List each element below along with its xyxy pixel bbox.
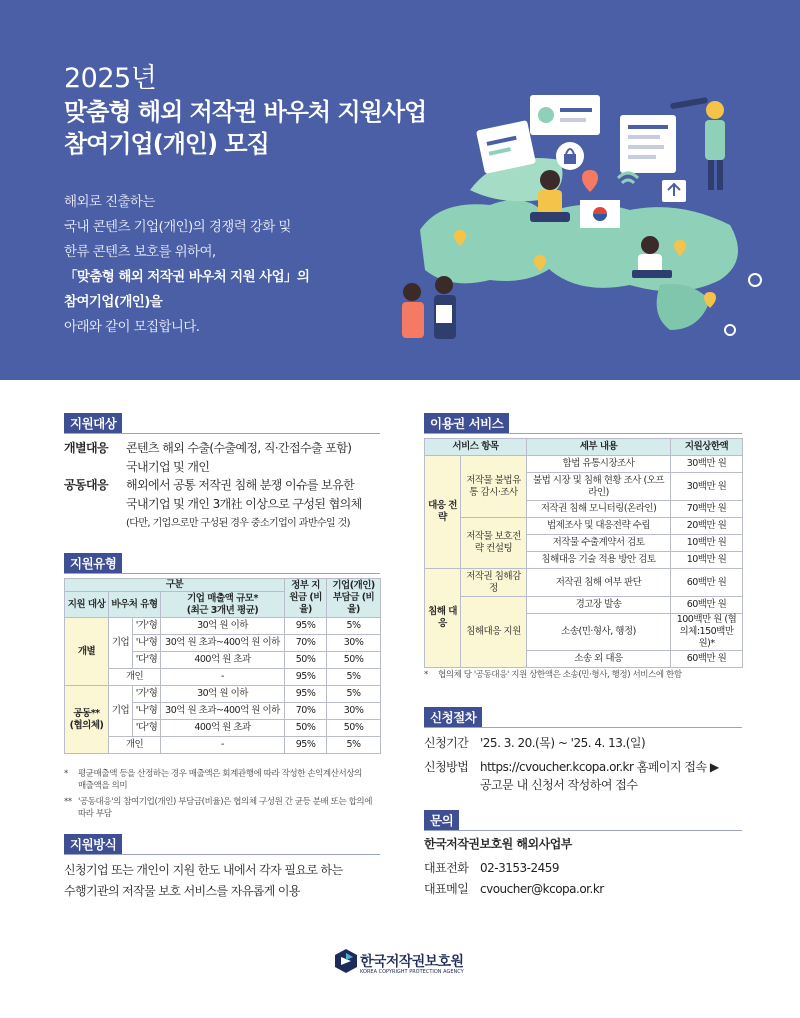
table-cell: 소송(민·형사, 행정) — [527, 614, 671, 651]
table-cell-text: (협의체) — [69, 719, 104, 731]
hero-intro-line: 참여기업(개인)을 — [64, 294, 163, 310]
hero-intro-line: 「맞춤형 해외 저작권 바우처 지원 사업」의 — [64, 269, 310, 285]
section-label-support-target: 지원대상 — [64, 413, 122, 434]
table-cell: 30억 원 초과~400억 원 이하 — [161, 703, 285, 720]
hero-banner — [0, 0, 800, 380]
hero-intro-line: 해외로 진출하는 — [64, 194, 155, 210]
table-cell: 30억 원 이하 — [161, 618, 285, 635]
table-cell: 기업 — [109, 618, 133, 669]
table-row — [425, 518, 743, 535]
table-cell: '다'형 — [133, 652, 161, 669]
contact-phone-key: 대표전화 — [424, 861, 469, 875]
footnote-text — [438, 669, 682, 681]
support-target-line: 국내기업 및 개인 — [126, 460, 210, 474]
table-cell: 침해 대응 — [425, 569, 461, 668]
table-cell: 경고장 발송 — [527, 597, 671, 614]
kcopa-logo-icon — [334, 948, 358, 974]
footnote-mark: ** — [64, 797, 72, 807]
table-cell: 저작권 침해 여부 판단 — [527, 569, 671, 597]
table-cell: 60백만 원 — [671, 569, 743, 597]
support-method-text — [64, 860, 343, 902]
footer-logo-name: 한국저작권보호원 — [360, 954, 464, 970]
table-cell: 합법 유통시장조사 — [527, 456, 671, 473]
table-header: 바우처 유형 — [109, 592, 161, 618]
section-label-procedure: 신청절차 — [424, 707, 482, 728]
table-cell: 개별 — [65, 618, 109, 686]
procedure-method-key: 신청방법 — [424, 760, 469, 774]
table-cell: - — [161, 669, 285, 686]
table-cell: 95% — [285, 618, 327, 635]
table-cell: 400억 원 초과 — [161, 652, 285, 669]
table-cell: 저작권 침해 모니터링(온라인) — [527, 501, 671, 518]
table-cell: 법제조사 및 대응전략 수립 — [527, 518, 671, 535]
world-map-illustration — [380, 30, 780, 360]
continent-shape — [657, 284, 710, 330]
person-figure — [403, 283, 421, 301]
table-row — [65, 737, 381, 754]
footnote — [64, 796, 384, 822]
table-cell: 5% — [327, 686, 381, 703]
footnote-line: 매출액을 의미 — [78, 781, 128, 791]
table-cell: 저작권 침해감정 — [461, 569, 527, 597]
table-cell: 30백만 원 — [671, 473, 743, 501]
table-cell: 50% — [327, 652, 381, 669]
gear-icon — [749, 274, 761, 286]
table-cell: 400억 원 초과 — [161, 720, 285, 737]
table-cell: 대응 전략 — [425, 456, 461, 569]
table-cell: 10백만 원 — [671, 552, 743, 569]
support-target-line: 콘텐츠 해외 수출(수출예정, 직·간접수출 포함) — [126, 441, 352, 455]
document-panel — [620, 115, 676, 173]
table-cell: 95% — [285, 686, 327, 703]
table-cell: '가'형 — [133, 618, 161, 635]
table-cell — [65, 686, 109, 754]
section-label-voucher-service: 이용권 서비스 — [424, 413, 509, 434]
table-row — [425, 569, 743, 597]
table-cell: '나'형 — [133, 703, 161, 720]
table-cell: 95% — [285, 669, 327, 686]
table-cell: 10백만 원 — [671, 535, 743, 552]
hero-intro-line: 한류 콘텐츠 보호를 위하여, — [64, 244, 216, 260]
support-method-line: 수행기관의 저작물 보호 서비스를 자유롭게 이용 — [64, 884, 300, 898]
section-divider — [424, 727, 742, 728]
procedure-method — [424, 757, 719, 777]
table-cell: 개인 — [109, 737, 161, 754]
table-cell: '가'형 — [133, 686, 161, 703]
table-cell: 30억 원 이하 — [161, 686, 285, 703]
table-cell: 개인 — [109, 669, 161, 686]
footnote-line: 협의체 당 '공동대응' 지원 상한액은 소송(민·형사, 행정) 서비스에 한함 — [438, 670, 682, 680]
table-cell: '다'형 — [133, 720, 161, 737]
person-figure — [641, 236, 659, 254]
footnote-mark: * — [424, 670, 428, 680]
procedure-method-line2: 공고문 내 신청서 작성하여 접수 — [480, 778, 638, 792]
section-label-support-method: 지원방식 — [64, 834, 122, 855]
support-target-note: (다만, 기업으로만 구성된 경우 중소기업이 과반수일 것) — [126, 518, 350, 529]
hero-year: 2025년 — [64, 63, 157, 94]
telescope-icon — [670, 97, 708, 110]
footnote-text — [78, 768, 362, 792]
table-cell: 70% — [285, 635, 327, 652]
footnote-line: 평균매출액 등을 산정하는 경우 매출액은 회계관행에 따라 작성한 손익계산서상의 — [78, 769, 362, 779]
footnote — [64, 768, 384, 794]
support-target-line: 국내기업 및 개인 3개社 이상으로 구성된 협의체 — [126, 497, 362, 511]
table-header: 서비스 항목 — [425, 439, 527, 456]
support-type-table — [64, 578, 381, 754]
map-pin-icon — [582, 170, 598, 192]
table-cell: 기업 — [109, 686, 133, 737]
table-cell: 50% — [285, 652, 327, 669]
footnote-line: 따라 부담 — [78, 809, 112, 819]
contact-org: 한국저작권보호원 해외사업부 — [424, 837, 572, 851]
section-divider — [424, 830, 742, 831]
contact-phone — [424, 858, 559, 878]
table-cell: 불법 시장 및 침해 현황 조사 (오프라인) — [527, 473, 671, 501]
table-header: 구분 — [65, 579, 285, 592]
table-header: 정부 지원금 (비율) — [285, 579, 327, 618]
table-header: 기업(개인) 부담금 (비율) — [327, 579, 381, 618]
table-cell: 60백만 원 — [671, 651, 743, 668]
footnote-mark: * — [64, 769, 68, 779]
contact-email-key: 대표메일 — [424, 882, 469, 896]
gear-icon — [725, 325, 735, 335]
table-cell: 저작물 수출계약서 검토 — [527, 535, 671, 552]
person-figure — [435, 276, 453, 294]
table-cell: - — [161, 737, 285, 754]
table-cell: 침해대응 기술 적용 방안 검토 — [527, 552, 671, 569]
hero-title-line1: 맞춤형 해외 저작권 바우처 지원사업 — [64, 98, 427, 126]
table-cell: 30억 원 초과~400억 원 이하 — [161, 635, 285, 652]
table-row — [425, 456, 743, 473]
table-cell: 20백만 원 — [671, 518, 743, 535]
table-row — [65, 618, 381, 635]
table-row — [65, 686, 381, 703]
table-cell: 70% — [285, 703, 327, 720]
procedure-period-value: '25. 3. 20.(목) ~ '25. 4. 13.(일) — [480, 736, 646, 750]
table-cell: 저작물 보호전략 컨설팅 — [461, 518, 527, 569]
table-cell: 30백만 원 — [671, 456, 743, 473]
procedure-period-key: 신청기간 — [424, 736, 469, 750]
support-target-key: 공동대응 — [64, 478, 108, 492]
table-cell: 30% — [327, 635, 381, 652]
table-cell: 50% — [327, 720, 381, 737]
hero-intro-line: 국내 콘텐츠 기업(개인)의 경쟁력 강화 및 — [64, 219, 291, 235]
table-cell: 100백만 원 (협의체:150백만 원)* — [671, 614, 743, 651]
table-cell: 95% — [285, 737, 327, 754]
voucher-service-table — [424, 438, 743, 668]
section-label-support-type: 지원유형 — [64, 553, 122, 574]
contact-email-value[interactable]: cvoucher@kcopa.or.kr — [480, 882, 604, 896]
footnote-line: '공동대응'의 참여기업(개인) 부담금(비율)은 협의체 구성원 간 균등 분배 또는 합의에 — [78, 797, 373, 807]
table-header: 지원 대상 — [65, 592, 109, 618]
table-cell: 소송 외 대응 — [527, 651, 671, 668]
section-label-contact: 문의 — [424, 810, 459, 831]
support-target-value — [126, 476, 456, 533]
section-divider — [424, 433, 742, 434]
table-header: 세부 내용 — [527, 439, 671, 456]
support-target-value — [126, 439, 456, 477]
hero-intro-line: 아래와 같이 모집합니다. — [64, 319, 200, 335]
table-row — [65, 669, 381, 686]
table-cell: 5% — [327, 669, 381, 686]
table-header-text: (최근 3개년 평균) — [186, 604, 259, 616]
section-divider — [64, 433, 380, 434]
table-cell: 저작물 불법유통 감시·조사 — [461, 456, 527, 518]
hero-intro — [64, 190, 424, 340]
table-cell: 60백만 원 — [671, 597, 743, 614]
table-cell-text: 공동** — [73, 707, 100, 719]
table-header: 지원상한액 — [671, 439, 743, 456]
footnote-text — [78, 796, 372, 820]
table-cell: '나'형 — [133, 635, 161, 652]
table-header-text: 기업 매출액 규모* — [187, 592, 258, 604]
contact-phone-value[interactable]: 02-3153-2459 — [480, 861, 560, 875]
contact-email — [424, 879, 604, 899]
procedure-period — [424, 733, 645, 753]
table-cell: 70백만 원 — [671, 501, 743, 518]
table-cell: 50% — [285, 720, 327, 737]
support-target-key: 개별대응 — [64, 441, 108, 455]
table-cell: 5% — [327, 737, 381, 754]
table-cell: 30% — [327, 703, 381, 720]
support-target-line: 해외에서 공통 저작권 침해 분쟁 이슈를 보유한 — [126, 478, 355, 492]
section-divider — [64, 573, 380, 574]
footer-logo-subtitle: KOREA COPYRIGHT PROTECTION AGENCY — [360, 969, 464, 975]
section-divider — [64, 854, 380, 855]
person-figure — [706, 101, 724, 119]
table-header — [161, 592, 285, 618]
procedure-method-link[interactable]: https://cvoucher.kcopa.or.kr 홈페이지 접속 ▶ — [480, 760, 719, 774]
table-row — [425, 597, 743, 614]
support-method-line: 신청기업 또는 개인이 지원 한도 내에서 각자 필요로 하는 — [64, 863, 343, 877]
wifi-icon — [618, 173, 638, 178]
table-cell: 5% — [327, 618, 381, 635]
hero-title-line2: 참여기업(개인) 모집 — [64, 130, 269, 158]
table-cell: 침해대응 지원 — [461, 597, 527, 668]
footnote — [424, 669, 744, 683]
person-figure — [540, 170, 560, 190]
